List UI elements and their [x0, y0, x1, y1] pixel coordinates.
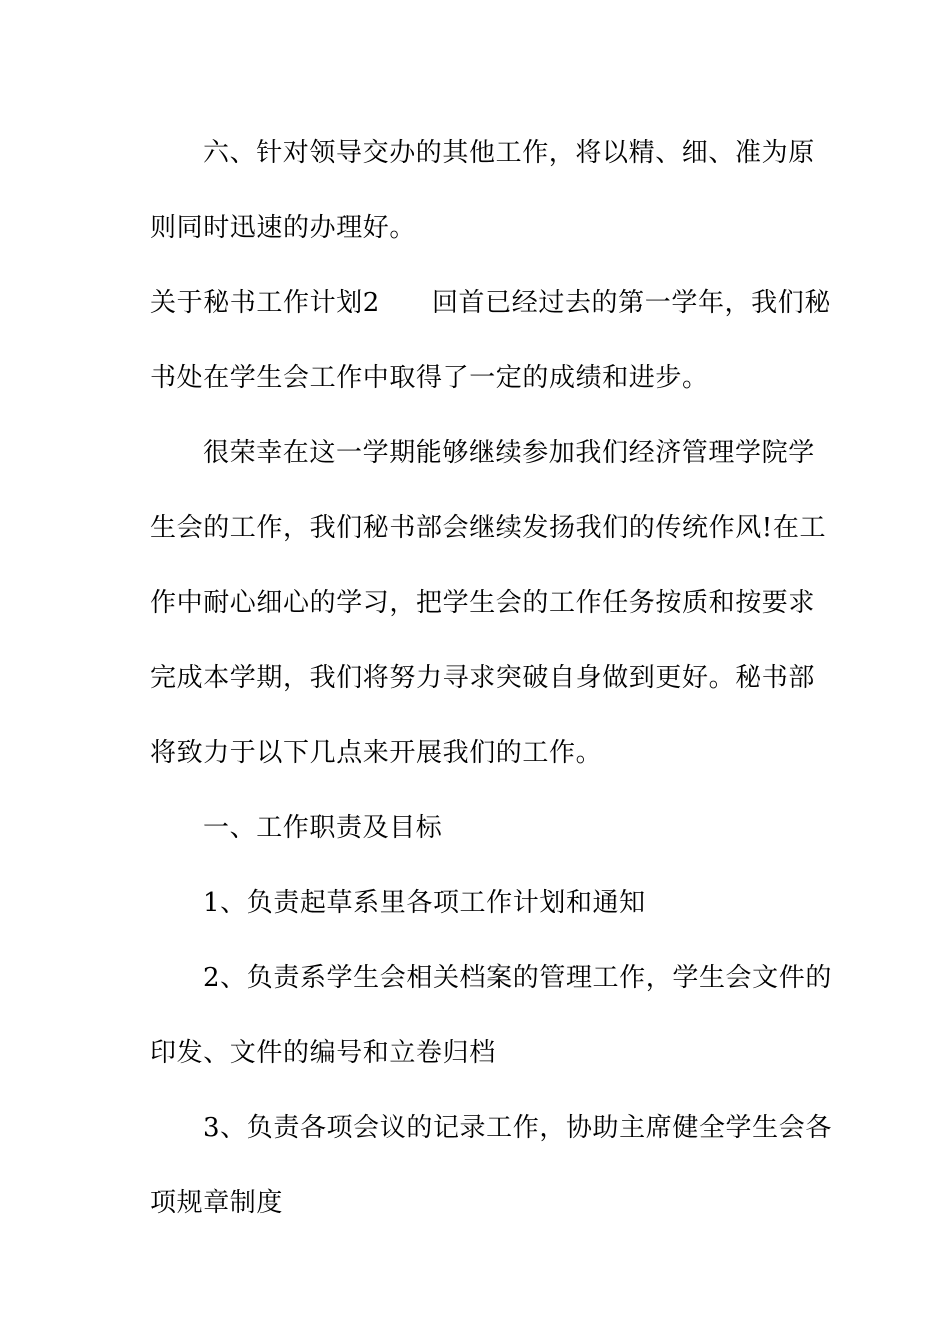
paragraph-line: 很荣幸在这一学期能够继续参加我们经济管理学院学 — [203, 438, 815, 468]
list-item: 3、负责各项会议的记录工作，协助主席健全学生会各 — [203, 1113, 832, 1143]
paragraph-line: 将致力于以下几点来开展我们的工作。 — [150, 738, 603, 768]
section-heading-line — [150, 286, 831, 320]
list-item: 2、负责系学生会相关档案的管理工作，学生会文件的 — [203, 963, 832, 993]
paragraph-line: 完成本学期，我们将努力寻求突破自身做到更好。秘书部 — [150, 663, 816, 693]
list-item-continuation: 项规章制度 — [150, 1188, 284, 1218]
list-item: 1、负责起草系里各项工作计划和通知 — [203, 888, 646, 918]
paragraph-text: 回首已经过去的第一学年，我们秘 — [431, 288, 831, 318]
paragraph-line: 六、针对领导交办的其他工作，将以精、细、准为原 — [203, 138, 815, 168]
paragraph-line: 作中耐心细心的学习，把学生会的工作任务按质和按要求 — [150, 588, 816, 618]
list-heading: 一、工作职责及目标 — [203, 813, 443, 843]
list-item-continuation: 印发、文件的编号和立卷归档 — [150, 1038, 496, 1068]
paragraph-line: 生会的工作，我们秘书部会继续发扬我们的传统作风!在工 — [150, 513, 827, 543]
paragraph-line: 书处在学生会工作中取得了一定的成绩和进步。 — [150, 363, 709, 393]
section-heading: 关于秘书工作计划2 — [150, 288, 380, 318]
paragraph-line: 则同时迅速的办理好。 — [150, 213, 417, 243]
